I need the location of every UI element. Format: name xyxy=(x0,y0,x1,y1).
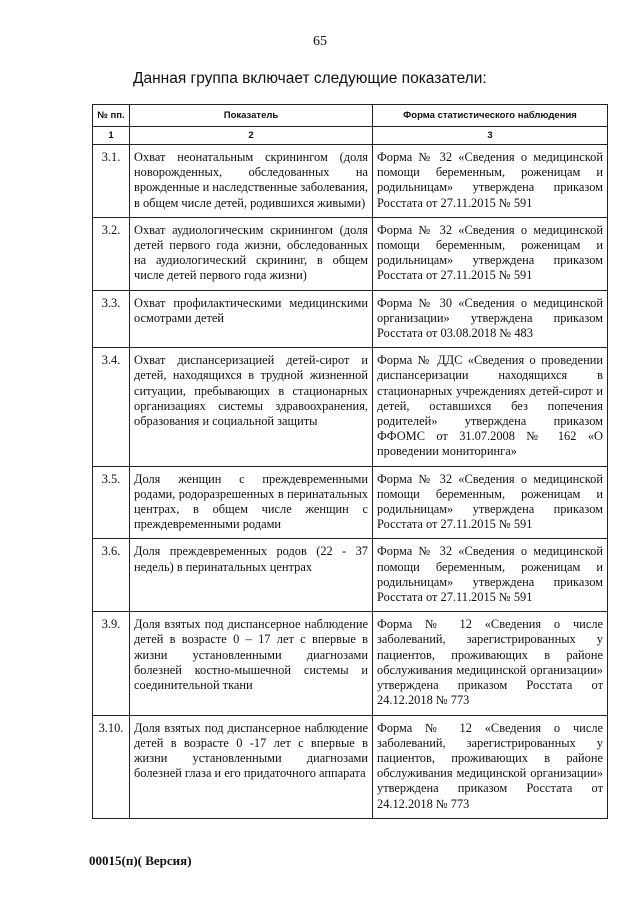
form-cell: Форма № 32 «Сведения о медицинской помощи беременным, роженицам и родильницам» утверждена приказом Росстата от 27.11.2015 № 591 xyxy=(373,539,608,612)
row-number: 3.4. xyxy=(93,348,130,466)
intro-text: Данная группа включает следующие показатели: xyxy=(133,70,487,87)
form-cell: Форма № 30 «Сведения о медицинской организации» утверждена приказом Росстата от 03.08.2018 № 483 xyxy=(373,290,608,348)
indicator-cell: Доля взятых под диспансерное наблюдение детей в возрасте 0 – 17 лет с впервые в жизни установленными диагнозами болезней костно-мышечной системы и соединительной ткани xyxy=(130,612,373,715)
row-number: 3.6. xyxy=(93,539,130,612)
indicator-cell: Охват аудиологическим скринингом (доля детей первого года жизни, обследованных на аудиологический скрининг, в общем числе детей первого года жизни) xyxy=(130,217,373,290)
document-version-footer: 00015(п)( Версия) xyxy=(89,853,192,868)
indicator-cell: Охват диспансеризацией детей-сирот и детей, находящихся в трудной жизненной ситуации, пребывающих в стационарных организациях системы здравоохранения, образования и социальной защиты xyxy=(130,348,373,466)
row-number: 3.5. xyxy=(93,466,130,539)
header-indicator: Показатель xyxy=(130,105,373,127)
column-index: 1 xyxy=(93,127,130,145)
table-row xyxy=(93,466,608,539)
header-form: Форма статистического наблюдения xyxy=(373,105,608,127)
form-cell: Форма № 12 «Сведения о числе заболеваний, зарегистрированных у пациентов, проживающих в районе обслуживания медицинской организации» утверждена приказом Росстата от 24.12.2018 № 773 xyxy=(373,715,608,818)
row-number: 3.9. xyxy=(93,612,130,715)
column-index: 3 xyxy=(373,127,608,145)
form-cell: Форма № 32 «Сведения о медицинской помощи беременным, роженицам и родильницам» утверждена приказом Росстата от 27.11.2015 № 591 xyxy=(373,145,608,218)
form-cell: Форма № 32 «Сведения о медицинской помощи беременным, роженицам и родильницам» утверждена приказом Росстата от 27.11.2015 № 591 xyxy=(373,217,608,290)
table-row xyxy=(93,217,608,290)
table-row xyxy=(93,290,608,348)
table-row xyxy=(93,612,608,715)
indicator-cell: Доля взятых под диспансерное наблюдение детей в возрасте 0 -17 лет с впервые в жизни установленными диагнозами болезней глаза и его придаточного аппарата xyxy=(130,715,373,818)
page-number: 65 xyxy=(313,34,327,49)
table-row xyxy=(93,715,608,818)
indicator-cell: Охват неонатальным скринингом (доля новорожденных, обследованных на врожденные и наследственные заболевания, в общем числе детей, родившихся живыми) xyxy=(130,145,373,218)
row-number: 3.10. xyxy=(93,715,130,818)
header-number: № пп. xyxy=(93,105,130,127)
table-row xyxy=(93,539,608,612)
indicator-cell: Охват профилактическими медицинскими осмотрами детей xyxy=(130,290,373,348)
form-cell: Форма № 32 «Сведения о медицинской помощи беременным, роженицам и родильницам» утверждена приказом Росстата от 27.11.2015 № 591 xyxy=(373,466,608,539)
table-row xyxy=(93,348,608,466)
column-index-row xyxy=(93,127,608,145)
indicators-table xyxy=(92,104,608,819)
row-number: 3.1. xyxy=(93,145,130,218)
column-index: 2 xyxy=(130,127,373,145)
indicator-cell: Доля преждевременных родов (22 - 37 недель) в перинатальных центрах xyxy=(130,539,373,612)
form-cell: Форма № 12 «Сведения о числе заболеваний, зарегистрированных у пациентов, проживающих в районе обслуживания медицинской организации» утверждена приказом Росстата от 24.12.2018 № 773 xyxy=(373,612,608,715)
table-header-row xyxy=(93,105,608,127)
row-number: 3.3. xyxy=(93,290,130,348)
indicator-cell: Доля женщин с преждевременными родами, родоразрешенных в перинатальных центрах, в общем числе женщин с преждевременными родами xyxy=(130,466,373,539)
table-row xyxy=(93,145,608,218)
row-number: 3.2. xyxy=(93,217,130,290)
form-cell: Форма № ДДС «Сведения о проведении диспансеризации находящихся в стационарных учреждениях детей-сирот и детей, оставшихся без попечения родителей» утверждена приказом ФФОМС от 31.07.2008 № 162 «О проведении мониторинга» xyxy=(373,348,608,466)
